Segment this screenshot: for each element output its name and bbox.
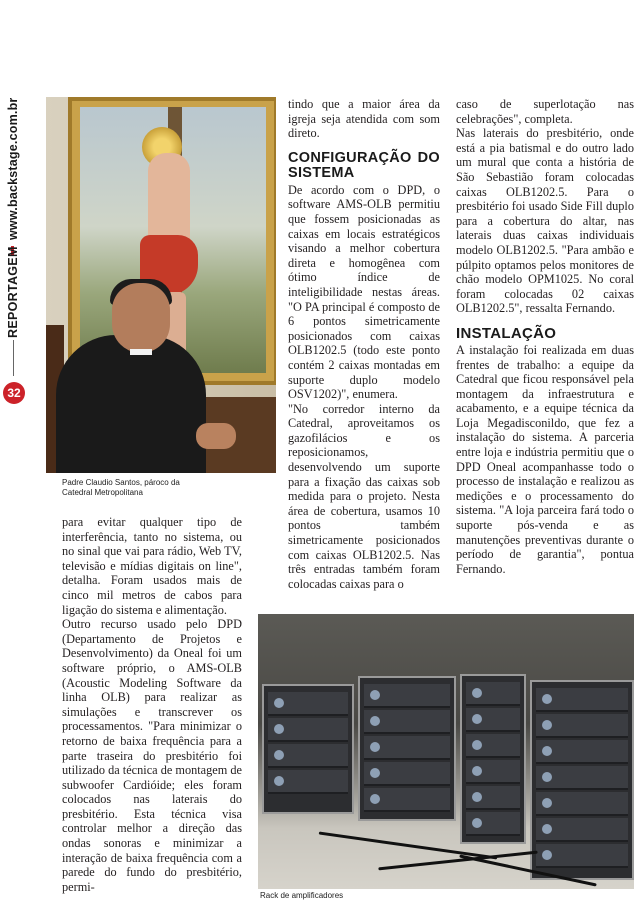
photo1-caption-line2: Catedral Metropolitana	[62, 488, 143, 497]
col3-paragraph-3: A instalação foi realizada em duas frentes de trabalho: a equipe da Catedral que ficou responsável pela montagem da infraestrutura e acabamento, e a equipe técnica da Loja Megadisconildo, que fez a instalação do sistema. A parceria entre loja e indústria permitiu que o DPD Oneal acompanhasse todo o processo de instalação e realizou as medições e o processamento do sistema. "A loja parceira fará todo o suporte pós-venda e as manutenções preventivas durante o período de garantia", pontua Fernando.	[456, 342, 634, 576]
col2-paragraph-3: "No corredor interno da Catedral, aproveitamos os gazofilácios e os reposicionamos, desenvolvendo um suporte para a fixação das caixas sob medida para o projeto. Nesta área de cobertura, usamos 10 pontos também simetricamente posicionados com caixas OLB1202.5. Nas três entradas também foram colocadas caixas para o	[288, 401, 440, 591]
heading-instalacao: INSTALAÇÃO	[456, 324, 557, 342]
col2-paragraph-2: De acordo com o DPD, o software AMS-OLB permitiu que fossem posicionadas as caixas em locais estratégicos visando a melhor cobertura direta e homogênea com ótimo índice de inteligibilidade nestas áreas. "O PA principal é composto de 6 pontos simetricamente posicionados com caixas OLB1202.5 (todo este ponto contém 2 caixas montadas em suporte duplo modelo OSV1202)", enumera.	[288, 182, 440, 402]
col1-paragraph-2: Outro recurso usado pelo DPD (Departamento de Projetos e Desenvolvimento) da Oneal foi um software próprio, o AMS-OLB (Acoustic Modeling Software da linha OLB) para realizar as simulações e transcrever os processamentos. "Para minimizar o retorno de baixa frequência para a parte traseira do presbitério foi utilizado da técnica de montagem de subwoofer Cardióide; eles foram colocados nas laterais do presbitério. Esta técnica visa controlar melhor a direção das ondas sonoras e minimizar a interação de baixa frequência com a parede do fundo do presbitério, permi-	[62, 617, 242, 894]
heading-configuracao: CONFIGURAÇÃO DO SISTEMA	[288, 149, 440, 181]
section-rule	[13, 340, 14, 376]
col1-paragraph-1: para evitar qualquer tipo de interferência, tanto no sistema, ou no sinal que vai para rádio, Web TV, televisão e mídias digitais on line", detalha. Foram usados mais de cinco mil metros de cabos para ligação do sistema e alimentação.	[62, 515, 242, 617]
col2-paragraph-1: tindo que a maior área da igreja seja atendida com som direto.	[288, 97, 440, 141]
col3-paragraph-2: Nas laterais do presbitério, onde está a pia batismal e do outro lado um mural que conta a história de São Sebastião foram colocadas caixas OLB1202.5. Para o presbitério foi usado Side Fill duplo para a cobertura do altar, nas laterais duas caixas individuais modelo OLB1202.5. "Para ambão e púlpito optamos pelos monitores de chão modelo OPM1025. No coral foram colocadas 02 caixas OLB1202.5", ressalta Fernando.	[456, 126, 634, 316]
page-sidebar	[0, 0, 28, 900]
page-number: 32	[3, 382, 25, 404]
website-url: www.backstage.com.br	[6, 97, 20, 240]
priest-photo	[46, 97, 276, 473]
section-label: REPORTAGEM	[6, 246, 20, 338]
col3-paragraph-1: caso de superlotação nas celebrações", completa.	[456, 97, 634, 126]
column-1	[62, 515, 242, 894]
column-2	[288, 97, 440, 591]
amplifier-rack-photo	[258, 614, 634, 889]
photo1-caption	[62, 478, 262, 498]
photo1-caption-line1: Padre Claudio Santos, pároco da	[62, 478, 180, 487]
column-3	[456, 97, 634, 576]
photo2-caption: Rack de amplificadores	[260, 891, 344, 900]
